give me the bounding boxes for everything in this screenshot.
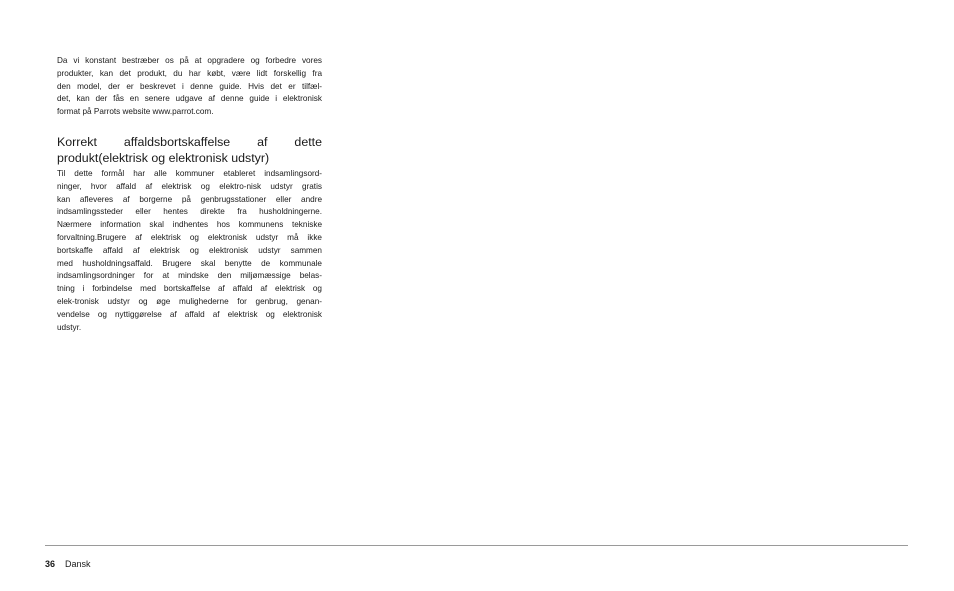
section-heading-line: produkt(elektrisk og elektronisk udstyr) bbox=[57, 150, 270, 165]
intro-line: det, kan der fås en senere udgave af denne guide i elektronisk bbox=[57, 94, 322, 104]
intro-paragraph bbox=[57, 55, 322, 119]
footer-divider bbox=[45, 545, 908, 546]
intro-line: den model, der er beskrevet i denne guide. Hvis det er tilfæl- bbox=[57, 81, 322, 91]
body-line: ninger, hvor affald af elektrisk og elektro-nisk udstyr gratis bbox=[57, 181, 322, 191]
main-text-column bbox=[57, 55, 322, 334]
footer-language: Dansk bbox=[65, 559, 91, 569]
body-line: bortskaffe affald af elektrisk og elektronisk udstyr sammen bbox=[57, 245, 322, 255]
body-line: med husholdningsaffald. Brugere skal benytte de kommunale bbox=[57, 258, 322, 268]
body-line: Til dette formål har alle kommuner etableret indsamlingsord- bbox=[57, 168, 322, 178]
section-heading bbox=[57, 134, 322, 166]
body-line: tning i forbindelse med bortskaffelse af affald af elektrisk og bbox=[57, 284, 322, 294]
page-footer bbox=[45, 558, 91, 570]
body-line: vendelse og nyttiggørelse af affald af elektrisk og elektronisk bbox=[57, 309, 322, 319]
body-line: kan afleveres af borgerne på genbrugsstationer eller andre bbox=[57, 194, 322, 204]
page-number: 36 bbox=[45, 559, 56, 569]
intro-line: format på Parrots website www.parrot.com. bbox=[57, 107, 214, 117]
body-line: elek-tronisk udstyr og øge mulighederne for genbrug, genan- bbox=[57, 296, 322, 306]
body-line: Nærmere information skal indhentes hos kommunens tekniske bbox=[57, 220, 322, 230]
section-heading-line: Korrekt affaldsbortskaffelse af dette bbox=[57, 134, 322, 149]
body-line: indsamlingssteder eller hentes direkte fra husholdningerne. bbox=[57, 207, 322, 217]
intro-line: produkter, kan det produkt, du har købt, være lidt forskellig fra bbox=[57, 68, 322, 78]
intro-line: Da vi konstant bestræber os på at opgradere og forbedre vores bbox=[57, 56, 322, 65]
section-body-paragraph bbox=[57, 168, 322, 334]
body-line: forvaltning.Brugere af elektrisk og elektronisk udstyr må ikke bbox=[57, 232, 322, 242]
body-line: udstyr. bbox=[57, 322, 82, 332]
body-line: indsamlingsordninger for at mindske den miljømæssige belas- bbox=[57, 271, 322, 281]
